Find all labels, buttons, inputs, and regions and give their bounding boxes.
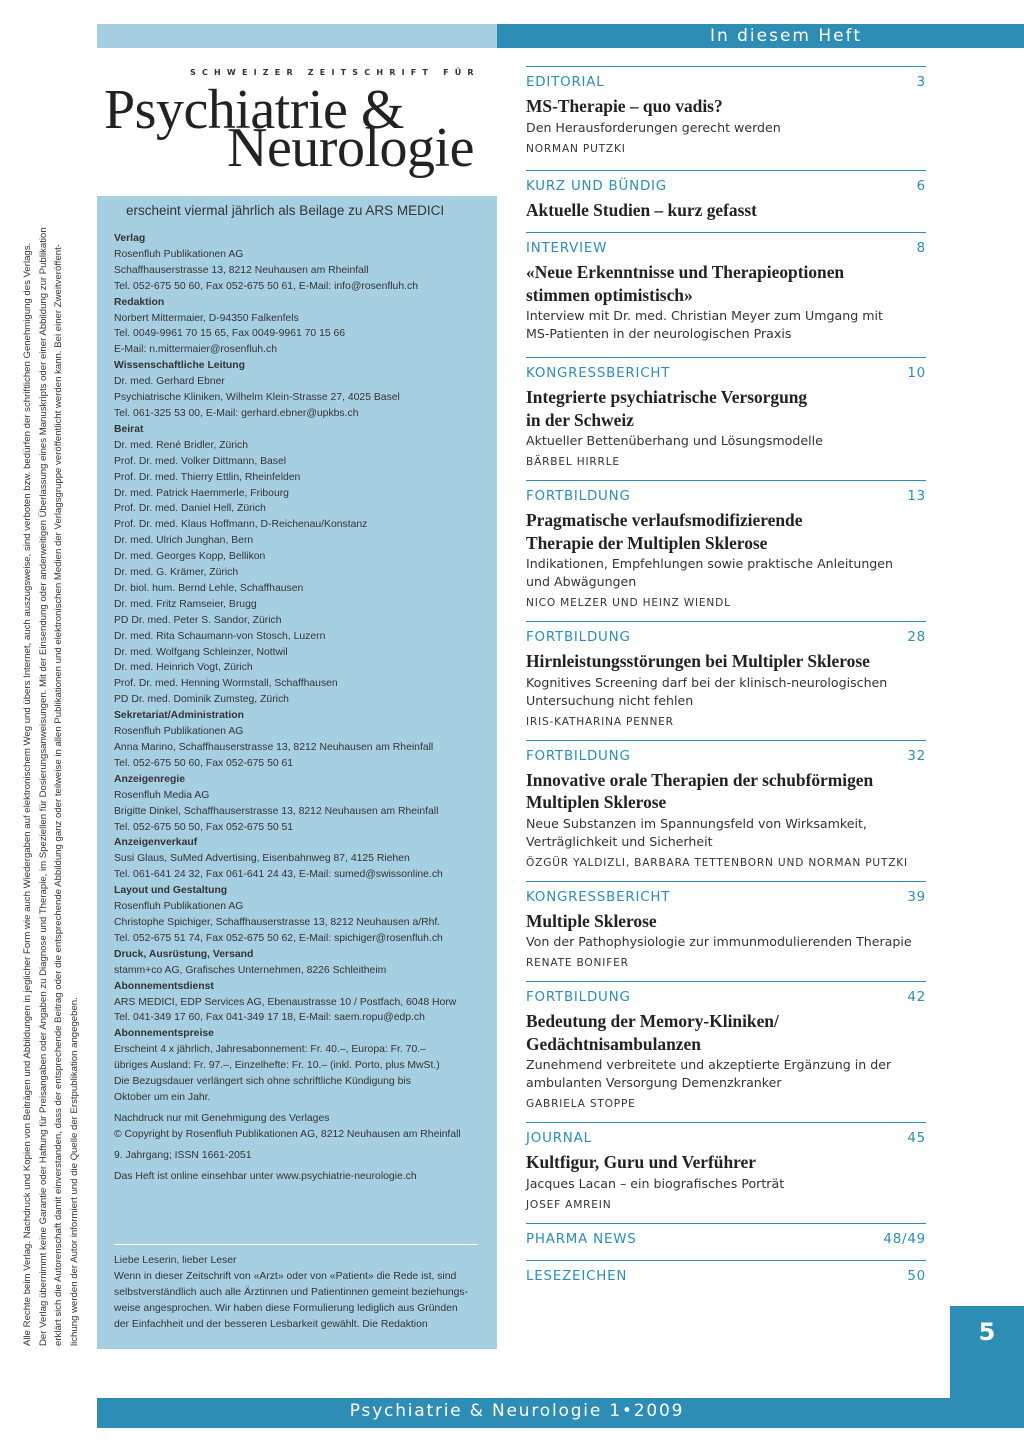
impressum-divider	[114, 1244, 478, 1245]
impressum-line: Dr. biol. hum. Bernd Lehle, Schaffhausen	[114, 582, 304, 594]
impressum-line: übriges Ausland: Fr. 97.–, Einzelhefte: Fr. 10.– (inkl. Porto, plus MwSt.)	[114, 1060, 440, 1072]
toc-title[interactable]: Bedeutung der Memory-Kliniken/ Gedächtnisambulanzen	[526, 1011, 779, 1054]
reader-note-line: weise angesprochen. Wir haben diese Formulierung lediglich aus Gründen	[114, 1302, 458, 1314]
impressum-section	[114, 1111, 494, 1143]
impressum-section	[114, 422, 494, 708]
impressum-section	[114, 1026, 494, 1106]
toc-page: 48/49	[883, 1231, 926, 1247]
toc-page: 28	[907, 630, 926, 645]
toc-category-row	[526, 748, 926, 765]
toc-author: BÄRBEL HIRRLE	[526, 456, 620, 468]
toc-category-row	[526, 178, 926, 195]
toc-category-row	[526, 365, 926, 382]
toc-page: 13	[907, 489, 926, 504]
toc-page: 32	[907, 748, 926, 764]
toc-page: 6	[916, 178, 926, 194]
impressum-line: Tel. 052-675 50 60, Fax 052-675 50 61	[114, 757, 294, 769]
impressum-line: Christophe Spichiger, Schaffhauserstrasse 13, 8212 Neuhausen a/Rhf.	[114, 916, 441, 928]
reader-note-line: der Einfachheit und der besseren Lesbarkeit gewählt. Die Redaktion	[114, 1318, 428, 1330]
impressum-line: Tel. 052-675 50 60, Fax 052-675 50 61, E-Mail: info@rosenfluh.ch	[114, 280, 418, 292]
toc-author: RENATE BONIFER	[526, 957, 629, 969]
toc-title[interactable]: MS-Therapie – quo vadis?	[526, 96, 723, 116]
reader-note-line: selbstverständlich auch alle Ärztinnen und Patientinnen gemeint beziehungs-	[114, 1286, 469, 1298]
toc-title[interactable]: Pragmatische verlaufsmodifizierende Therapie der Multiplen Sklerose	[526, 510, 803, 553]
toc-author: NORMAN PUTZKI	[526, 142, 626, 155]
toc-page: 42	[907, 990, 926, 1005]
toc-subtitle: Kognitives Screening darf bei der klinisch-neurologischen Untersuchung nicht fehlen	[526, 674, 888, 708]
toc-title[interactable]: Multiple Sklerose	[526, 910, 657, 931]
toc-title[interactable]: Kultfigur, Guru und Verführer	[526, 1152, 756, 1172]
impressum-line: stamm+co AG, Grafisches Unternehmen, 8226 Schleitheim	[114, 964, 387, 976]
impressum-line: Norbert Mittermaier, D-94350 Falkenfels	[114, 312, 299, 324]
impressum-section	[114, 835, 494, 883]
impressum-section-title: Abonnementspreise	[114, 1028, 214, 1040]
impressum-intro: erscheint viermal jährlich als Beilage zu ARS MEDICI	[126, 203, 445, 218]
toc-entry[interactable]	[526, 740, 926, 881]
toc-subtitle: Neue Substanzen im Spannungsfeld von Wirksamkeit, Verträglichkeit und Sicherheit	[526, 815, 867, 849]
toc-category-row	[526, 240, 926, 257]
impressum-line: Prof. Dr. med. Daniel Hell, Zürich	[114, 503, 266, 515]
impressum-line: Tel. 0049-9961 70 15 65, Fax 0049-9961 70 15 66	[114, 328, 346, 340]
impressum-line: Tel. 061-325 53 00, E-Mail: gerhard.ebner@upkbs.ch	[114, 407, 359, 419]
impressum-section	[114, 295, 494, 359]
impressum-line: Dr. med. Fritz Ramseier, Brugg	[114, 598, 257, 610]
toc-title[interactable]: Aktuelle Studien – kurz gefasst	[526, 199, 757, 220]
masthead-supertitle: SCHWEIZER ZEITSCHRIFT FÜR	[190, 68, 480, 77]
toc-entry[interactable]	[526, 357, 926, 480]
impressum-line: Dr. med. G. Krämer, Zürich	[114, 567, 239, 579]
toc-page: 3	[916, 75, 926, 90]
toc-entry[interactable]	[526, 480, 926, 621]
toc-category: EDITORIAL	[526, 75, 605, 90]
impressum-line: Dr. med. Ulrich Junghan, Bern	[114, 535, 254, 547]
impressum-section-title: Druck, Ausrüstung, Versand	[114, 948, 254, 960]
toc-page: 10	[907, 366, 926, 381]
impressum-line: Tel. 052-675 51 74, Fax 052-675 50 62, E-Mail: spichiger@rosenfluh.ch	[114, 932, 443, 944]
masthead-title-line2: Neurologie	[227, 117, 474, 179]
impressum-section-title: Wissenschaftliche Leitung	[114, 360, 245, 372]
impressum-line: Oktober um ein Jahr.	[114, 1091, 211, 1103]
toc-subtitle: Aktueller Bettenüberhang und Lösungsmodelle	[526, 433, 823, 448]
impressum-line: © Copyright by Rosenfluh Publikationen AG, 8212 Neuhausen am Rheinfall	[114, 1128, 461, 1140]
toc-page: 39	[907, 889, 926, 905]
impressum-line: Rosenfluh Publikationen AG	[114, 901, 244, 913]
page-number: 5	[978, 1318, 996, 1346]
impressum-line: Prof. Dr. med. Henning Wormstall, Schaffhausen	[114, 678, 338, 690]
toc-entry[interactable]	[526, 1122, 926, 1223]
reader-note-line: Wenn in dieser Zeitschrift von «Arzt» oder von «Patient» die Rede ist, sind	[114, 1270, 457, 1282]
toc-category-row	[526, 889, 926, 906]
toc-category-row	[526, 74, 926, 91]
impressum-section	[114, 883, 494, 947]
toc-category: PHARMA NEWS	[526, 1231, 637, 1247]
reader-note	[114, 1253, 494, 1333]
toc-subtitle: Jacques Lacan – ein biografisches Porträt	[526, 1175, 785, 1191]
toc-category: KURZ UND BÜNDIG	[526, 178, 667, 194]
toc-title[interactable]: «Neue Erkenntnisse und Therapieoptionen stimmen optimistisch»	[526, 262, 845, 305]
impressum-line: E-Mail: n.mittermaier@rosenfluh.ch	[114, 344, 277, 356]
impressum-section	[114, 947, 494, 979]
impressum-section-title: Verlag	[114, 233, 146, 244]
section-label: In diesem Heft	[709, 26, 862, 46]
impressum-section	[114, 358, 494, 422]
impressum-line: Dr. med. Georges Kopp, Bellikon	[114, 551, 266, 563]
reader-note-line: Liebe Leserin, lieber Leser	[114, 1255, 237, 1266]
impressum-line: Anna Marino, Schaffhauserstrasse 13, 8212 Neuhausen am Rheinfall	[114, 742, 434, 753]
impressum-sections	[114, 231, 494, 1189]
impressum-section	[114, 231, 494, 295]
toc-category: JOURNAL	[526, 1131, 592, 1146]
toc-category: KONGRESSBERICHT	[526, 889, 671, 905]
toc-category: FORTBILDUNG	[526, 489, 631, 504]
footer-band	[97, 1398, 1024, 1428]
toc-category-row	[526, 629, 926, 646]
toc-category: FORTBILDUNG	[526, 990, 631, 1005]
impressum-section-title: Abonnementsdienst	[114, 980, 214, 992]
toc-page: 45	[907, 1131, 926, 1146]
impressum-line: Dr. med. Patrick Haemmerle, Fribourg	[114, 487, 289, 499]
toc-entry[interactable]	[526, 66, 926, 170]
impressum-line: ARS MEDICI, EDP Services AG, Ebenaustrasse 10 / Postfach, 6048 Horw	[114, 996, 457, 1008]
impressum-line: Psychiatrische Kliniken, Wilhelm Klein-Strasse 27, 4025 Basel	[114, 392, 400, 404]
impressum-line: Brigitte Dinkel, Schaffhauserstrasse 13, 8212 Neuhausen am Rheinfall	[114, 805, 439, 817]
toc-category: FORTBILDUNG	[526, 630, 631, 645]
impressum-section-title: Sekretariat/Administration	[114, 710, 244, 722]
toc-author: IRIS-KATHARINA PENNER	[526, 715, 674, 728]
toc-entry[interactable]	[526, 881, 926, 982]
impressum-section-title: Layout und Gestaltung	[114, 885, 228, 897]
footer-issue-label: Psychiatrie & Neurologie 1•2009	[349, 1401, 685, 1421]
toc-entry[interactable]	[526, 232, 926, 357]
impressum-line: Dr. med. René Bridler, Zürich	[114, 439, 248, 451]
toc-category-row	[526, 1130, 926, 1147]
legal-line: lichung werden der Autor informiert und die Quelle der Erstpublikation angegeben.	[68, 997, 80, 1346]
top-band-right	[497, 24, 1024, 48]
toc-page: 50	[907, 1268, 926, 1284]
impressum-section-title: Anzeigenregie	[114, 773, 186, 785]
impressum-line: Dr. med. Rita Schaumann-von Stosch, Luzern	[114, 630, 326, 642]
impressum-line: 9. Jahrgang; ISSN 1661-2051	[114, 1149, 252, 1161]
impressum-section	[114, 772, 494, 836]
impressum-line: Prof. Dr. med. Klaus Hoffmann, D-Reichenau/Konstanz	[114, 519, 368, 531]
toc-author: ÖZGÜR YALDIZLI, BARBARA TETTENBORN UND NORMAN PUTZKI	[526, 856, 908, 869]
toc-entry[interactable]	[526, 981, 926, 1122]
top-band-left	[97, 24, 497, 48]
toc-category-row	[526, 488, 926, 505]
toc-page: 8	[916, 241, 926, 256]
toc-title[interactable]: Innovative orale Therapien der schubförmigen Multiplen Sklerose	[526, 769, 874, 812]
toc-entry[interactable]	[526, 1260, 926, 1297]
impressum-line: PD Dr. med. Dominik Zumsteg, Zürich	[114, 694, 289, 706]
legal-line: Alle Rechte beim Verlag. Nachdruck und Kopien von Beiträgen und Abbildungen in jeglicher Form wie auch Wiedergaben auf elektronischem Weg und übers Internet, auch auszugsweise, sind verboten bzw. bedürfen der schriftlichen Genehmigung des Verlags.	[22, 242, 33, 1346]
impressum-line: Dr. med. Heinrich Vogt, Zürich	[114, 662, 253, 674]
toc-author: GABRIELA STOPPE	[526, 1098, 636, 1110]
impressum-line: Dr. med. Wolfgang Schleinzer, Nottwil	[114, 646, 288, 658]
impressum-line: Tel. 041-349 17 60, Fax 041-349 17 18, E-Mail: saem.ropu@edp.ch	[114, 1012, 425, 1024]
impressum-line: PD Dr. med. Peter S. Sandor, Zürich	[114, 614, 282, 626]
toc-subtitle: Interview mit Dr. med. Christian Meyer zum Umgang mit MS-Patienten in der neurologischen Praxis	[526, 308, 883, 341]
impressum-line: Prof. Dr. med. Volker Dittmann, Basel	[114, 455, 287, 467]
toc-subtitle: Den Herausforderungen gerecht werden	[526, 119, 781, 135]
masthead-title-line1: Psychiatrie &	[104, 79, 404, 141]
toc-subtitle: Zunehmend verbreitete und akzeptierte Ergänzung in der ambulanten Versorgung Demenzkranker	[526, 1057, 892, 1090]
impressum-section	[114, 1148, 494, 1164]
impressum-line: Erscheint 4 x jährlich, Jahresabonnement: Fr. 40.–, Europa: Fr. 70.–	[114, 1044, 426, 1056]
impressum-section	[114, 708, 494, 772]
impressum-line: Tel. 052-675 50 50, Fax 052-675 50 51	[114, 821, 294, 833]
toc-entry[interactable]	[526, 621, 926, 740]
impressum-section	[114, 979, 494, 1027]
table-of-contents	[526, 66, 926, 1297]
toc-category-row	[526, 1231, 926, 1248]
impressum-line: Prof. Dr. med. Thierry Ettlin, Rheinfelden	[114, 471, 301, 483]
impressum-line: Die Bezugsdauer verlängert sich ohne schriftliche Kündigung bis	[114, 1076, 411, 1088]
impressum-line: Dr. med. Gerhard Ebner	[114, 376, 225, 388]
impressum-line: Tel. 061-641 24 32, Fax 061-641 24 43, E-Mail: sumed@swissonline.ch	[114, 869, 443, 881]
legal-line: erklärt sich die Autorenschaft damit einverstanden, dass der entsprechende Beitrag oder die entsprechende Abbildung ganz oder teilweise in allen Publikationen und elektronischen Medien der Verlagsgruppe veröffentlicht werden kann. Bei einer Zweitveröffent-	[53, 243, 64, 1346]
impressum-line: Schaffhauserstrasse 13, 8212 Neuhausen am Rheinfall	[114, 264, 369, 276]
impressum-section	[114, 1169, 494, 1185]
impressum-line: Rosenfluh Media AG	[114, 789, 210, 801]
impressum-line: Susi Glaus, SuMed Advertising, Eisenbahnweg 87, 4125 Riehen	[114, 853, 410, 865]
toc-subtitle: Von der Pathophysiologie zur immunmodulierenden Therapie	[526, 934, 912, 949]
impressum-section-title: Beirat	[114, 423, 144, 435]
toc-author: JOSEF AMREIN	[526, 1198, 612, 1211]
impressum-line: Rosenfluh Publikationen AG	[114, 248, 244, 260]
toc-category: LESEZEICHEN	[526, 1268, 628, 1284]
toc-entry[interactable]	[526, 170, 926, 233]
toc-title[interactable]: Hirnleistungsstörungen bei Multipler Sklerose	[526, 651, 870, 671]
impressum-line: Rosenfluh Publikationen AG	[114, 726, 244, 738]
page-number-tab	[950, 1306, 1024, 1398]
impressum-section-title: Anzeigenverkauf	[114, 837, 198, 849]
toc-author: NICO MELZER UND HEINZ WIENDL	[526, 597, 731, 609]
legal-line: Der Verlag übernimmt keine Garantie oder Haftung für Preisangaben oder Angaben zu Diagnose und Therapie, im Speziellen für Dosierungsanweisungen. Mit der Einsendung oder anderweitigen Überlassung eines Manuskripts oder einer Abbildung zur Publikation	[37, 227, 49, 1346]
legal-notice	[20, 186, 82, 1346]
toc-category-row	[526, 1268, 926, 1285]
impressum-line: Das Heft ist online einsehbar unter www.psychiatrie-neurologie.ch	[114, 1170, 417, 1182]
toc-entry[interactable]	[526, 1223, 926, 1260]
toc-category: FORTBILDUNG	[526, 748, 631, 764]
toc-category: INTERVIEW	[526, 241, 608, 256]
toc-title[interactable]: Integrierte psychiatrische Versorgung in der Schweiz	[526, 387, 808, 430]
impressum-line: Nachdruck nur mit Genehmigung des Verlages	[114, 1112, 330, 1124]
toc-category: KONGRESSBERICHT	[526, 366, 671, 381]
toc-subtitle: Indikationen, Empfehlungen sowie praktische Anleitungen und Abwägungen	[526, 556, 894, 589]
toc-category-row	[526, 989, 926, 1006]
impressum-section-title: Redaktion	[114, 296, 165, 308]
